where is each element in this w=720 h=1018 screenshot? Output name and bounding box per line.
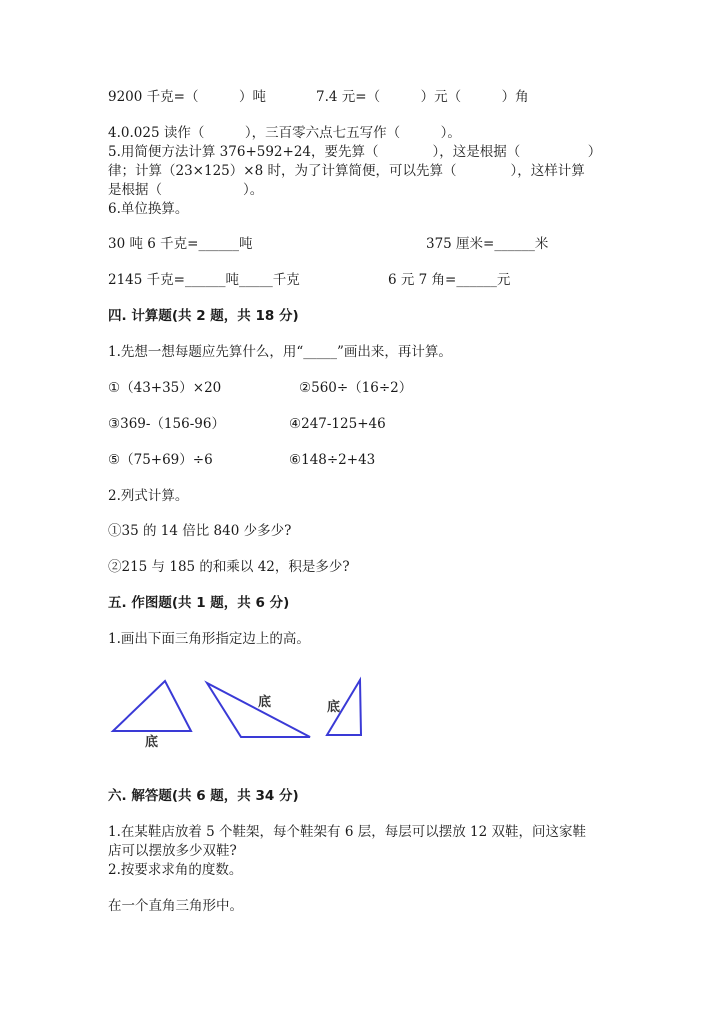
- question-5-line-1: 5.用简便方法计算 376+592+24，要先算（ ），这是根据（ ）: [108, 144, 602, 160]
- triangle-2: [207, 683, 310, 737]
- conversion-item-b: 375 厘米=______米: [426, 236, 549, 252]
- section-6-title: 六. 解答题(共 6 题，共 34 分): [108, 788, 299, 804]
- question-5-line-2: 律；计算（23×125）×8 时，为了计算简便，可以先算（ ），这样计算: [108, 163, 585, 179]
- word-problem-2: ②215 与 185 的和乘以 42，积是多少?: [108, 559, 350, 575]
- problem-3: ③369-（156-96）: [108, 416, 225, 432]
- section-5-question-1: 1.画出下面三角形指定边上的高。: [108, 631, 310, 647]
- problem-5: ⑤（75+69）÷6: [108, 452, 213, 468]
- section-6-question-2: 2.按要求求角的度数。: [108, 862, 243, 878]
- problem-2: ②560÷（16÷2）: [299, 380, 413, 396]
- section-4-question-1: 1.先想一想每题应先算什么，用“_____”画出来，再计算。: [108, 344, 452, 360]
- triangle-1-base-label: 底: [145, 735, 159, 750]
- question-4: 4.0.025 读作（ ），三百零六点七五写作（ ）。: [108, 125, 461, 141]
- problem-4: ④247-125+46: [289, 416, 386, 432]
- word-problem-1: ①35 的 14 倍比 840 少多少?: [108, 523, 292, 539]
- triangle-1: [113, 681, 191, 731]
- section-6-question-1-line-1: 1.在某鞋店放着 5 个鞋架，每个鞋架有 6 层，每层可以摆放 12 双鞋，问这家鞋: [108, 824, 586, 840]
- conversion-item-a: 30 吨 6 千克=______吨: [108, 236, 253, 252]
- conversion-item-d: 6 元 7 角=______元: [388, 272, 511, 288]
- triangle-2-base-label: 底: [258, 695, 272, 710]
- triangle-3-base-label: 底: [327, 700, 341, 715]
- section-4-question-2: 2.列式计算。: [108, 488, 189, 504]
- problem-6: ⑥148÷2+43: [289, 452, 376, 468]
- question-6: 6.单位换算。: [108, 201, 189, 217]
- unit-conversion-tons: 9200 千克=（ ）吨: [108, 89, 266, 105]
- section-4-title: 四. 计算题(共 2 题，共 18 分): [108, 308, 299, 324]
- section-6-question-2-sub: 在一个直角三角形中。: [108, 898, 243, 914]
- problem-1: ①（43+35）×20: [108, 380, 222, 396]
- unit-conversion-yuan: 7.4 元=（ ）元（ ）角: [316, 89, 529, 105]
- conversion-item-c: 2145 千克=______吨_____千克: [108, 272, 300, 288]
- section-6-question-1-line-2: 店可以摆放多少双鞋?: [108, 843, 237, 859]
- section-5-title: 五. 作图题(共 1 题，共 6 分): [108, 595, 290, 611]
- question-5-line-3: 是根据（ ）。: [108, 182, 264, 198]
